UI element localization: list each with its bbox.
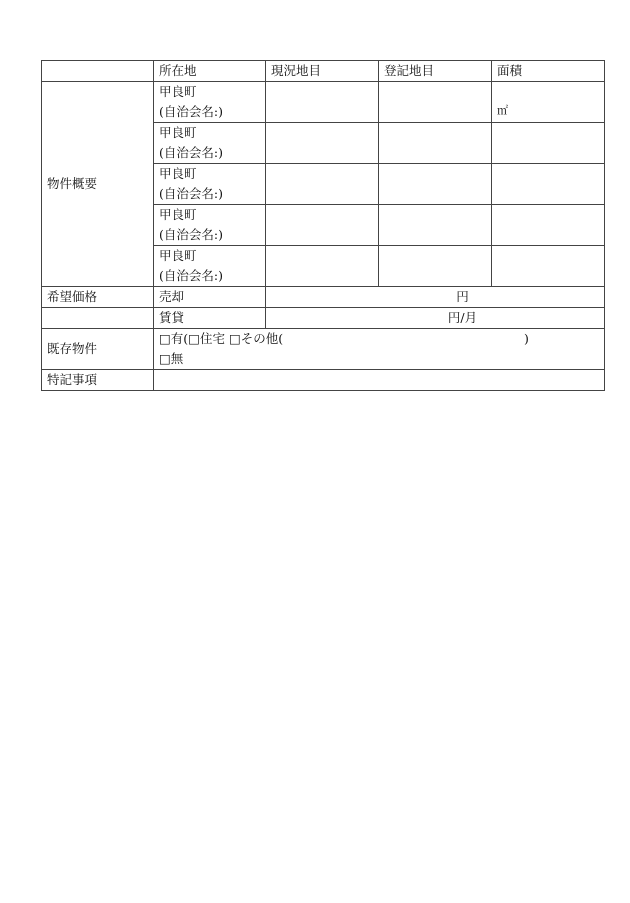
property-form-sheet: [41, 60, 604, 391]
area-field[interactable]: [492, 246, 605, 287]
desired-price-label: 希望価格: [42, 287, 154, 308]
association-name: (自治会名:): [159, 268, 223, 283]
town-name: 甲良町: [159, 125, 197, 140]
registered-category-field[interactable]: [379, 205, 492, 246]
area-field[interactable]: [492, 123, 605, 164]
header-current-category: 現況地目: [266, 61, 379, 82]
association-name: (自治会名:): [159, 104, 223, 119]
existing-no-option[interactable]: □無: [159, 351, 184, 366]
property-location-cell[interactable]: [154, 205, 266, 246]
existing-no-line: [159, 349, 599, 369]
registered-category-field[interactable]: [379, 123, 492, 164]
desired-price-label-continued: [42, 308, 154, 329]
property-location-cell[interactable]: [154, 246, 266, 287]
area-unit: ㎡: [497, 104, 508, 117]
current-category-field[interactable]: [266, 164, 379, 205]
header-location: 所在地: [154, 61, 266, 82]
existing-property-options: [154, 329, 605, 370]
existing-yes-line: [159, 329, 599, 349]
current-category-field[interactable]: [266, 246, 379, 287]
current-category-field[interactable]: [266, 123, 379, 164]
rent-price-field[interactable]: [266, 308, 605, 329]
town-name: 甲良町: [159, 84, 197, 99]
other-close-paren: ): [524, 331, 529, 346]
registered-category-field[interactable]: [379, 82, 492, 123]
sale-yen-unit: 円: [456, 289, 469, 304]
property-location-cell[interactable]: [154, 123, 266, 164]
existing-property-label: 既存物件: [42, 329, 154, 370]
header-registered-category: 登記地目: [379, 61, 492, 82]
current-category-field[interactable]: [266, 205, 379, 246]
rent-label: 賃貸: [154, 308, 266, 329]
association-name: (自治会名:): [159, 186, 223, 201]
sale-label: 売却: [154, 287, 266, 308]
property-location-cell[interactable]: [154, 164, 266, 205]
rent-yen-per-month-unit: 円/月: [447, 310, 478, 325]
town-name: 甲良町: [159, 248, 197, 263]
property-row: [42, 82, 605, 123]
property-location-cell[interactable]: [154, 82, 266, 123]
association-name: (自治会名:): [159, 145, 223, 160]
rent-price-row: [42, 308, 605, 329]
area-field[interactable]: [492, 82, 605, 123]
sale-price-row: [42, 287, 605, 308]
registered-category-field[interactable]: [379, 246, 492, 287]
existing-yes-option[interactable]: □有(□住宅 □その他(: [159, 331, 284, 346]
existing-property-row: [42, 329, 605, 370]
property-overview-label: 物件概要: [42, 82, 154, 287]
sale-price-field[interactable]: [266, 287, 605, 308]
area-field[interactable]: [492, 205, 605, 246]
town-name: 甲良町: [159, 207, 197, 222]
header-row: [42, 61, 605, 82]
property-info-table: [41, 60, 605, 391]
association-name: (自治会名:): [159, 227, 223, 242]
header-blank-cell: [42, 61, 154, 82]
current-category-field[interactable]: [266, 82, 379, 123]
special-notes-label: 特記事項: [42, 370, 154, 391]
header-area: 面積: [492, 61, 605, 82]
town-name: 甲良町: [159, 166, 197, 181]
registered-category-field[interactable]: [379, 164, 492, 205]
special-notes-row: [42, 370, 605, 391]
area-field[interactable]: [492, 164, 605, 205]
special-notes-field[interactable]: [154, 370, 605, 391]
